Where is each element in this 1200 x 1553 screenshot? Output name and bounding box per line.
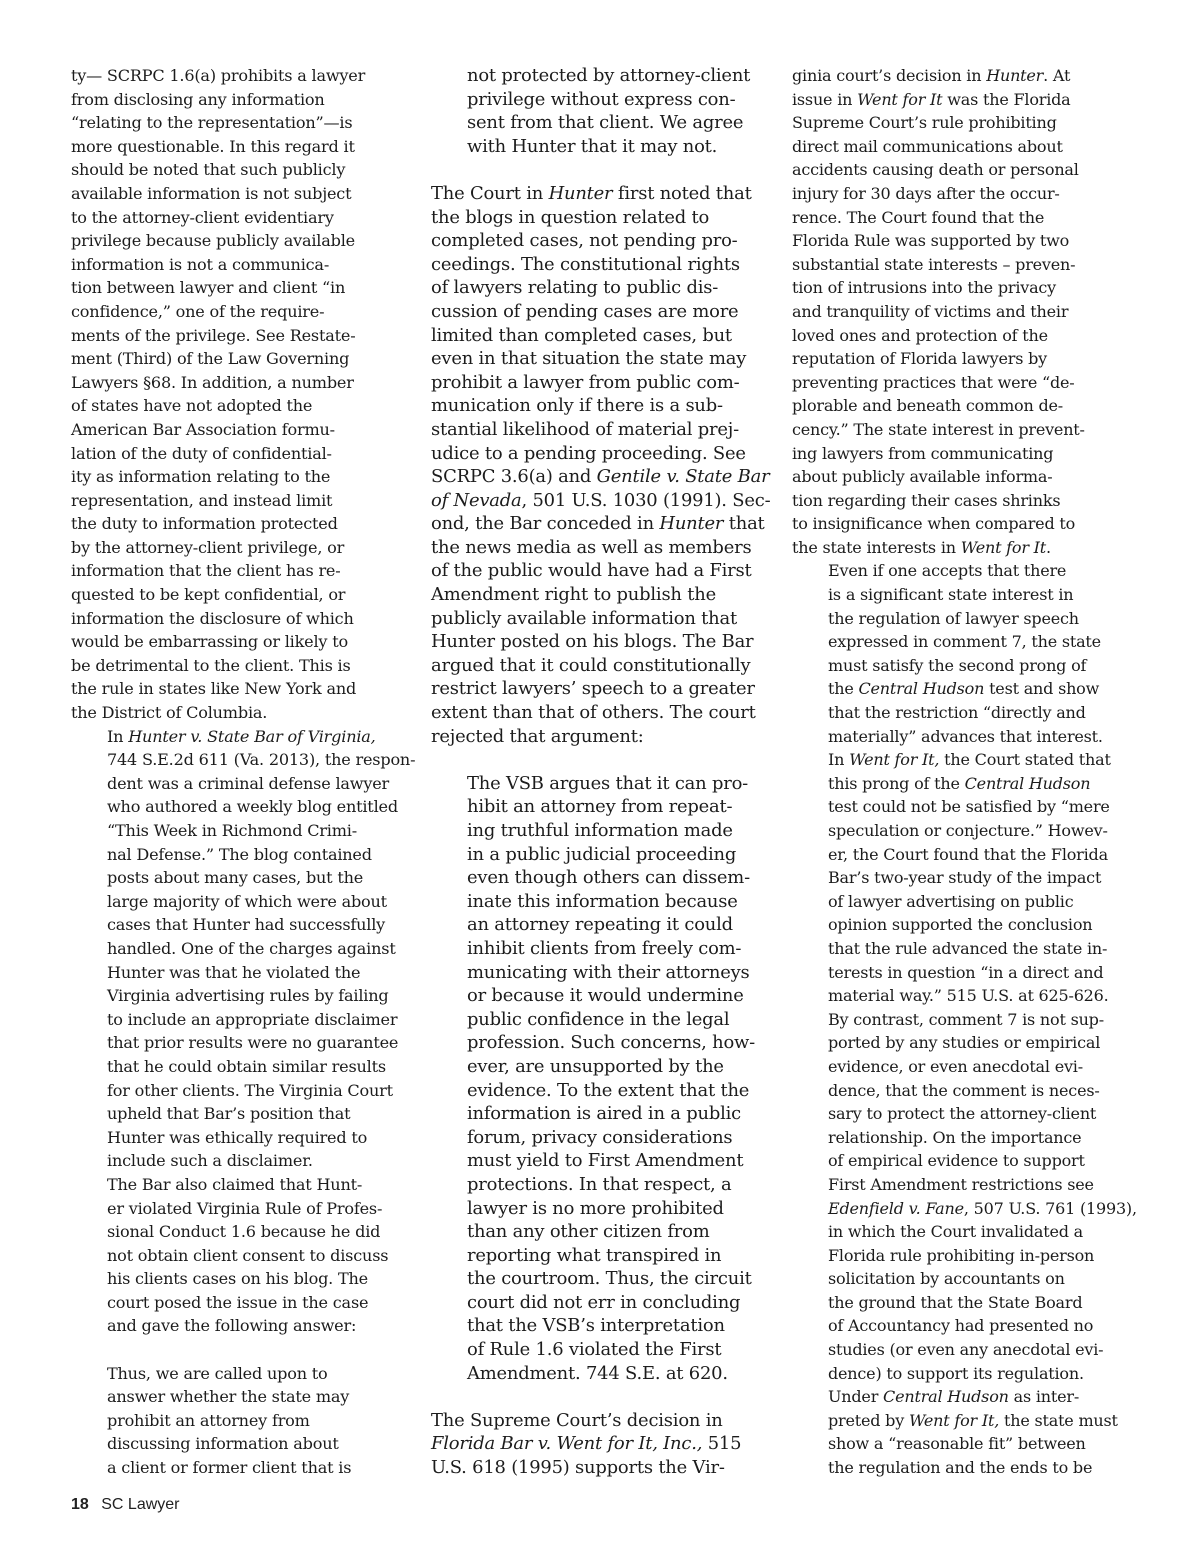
text-line: argued that it could constitutionally [431, 654, 751, 676]
text-line: about publicly available informa- [792, 467, 1053, 487]
text-line: injury for 30 days after the occur- [792, 183, 1060, 203]
text-line: than any other citizen from [467, 1221, 710, 1243]
text-line: to include an appropriate disclaimer [107, 1009, 398, 1029]
text-line: must yield to First Amendment [467, 1150, 744, 1172]
text-line: cases that Hunter had successfully [107, 915, 386, 935]
text-line: ond, the Bar conceded in Hunter that [431, 513, 765, 535]
text-line: a client or former client that is [107, 1458, 352, 1478]
block-quote [107, 1362, 411, 1480]
text-line: Even if one accepts that there [828, 561, 1067, 581]
text-line: privilege without express con- [467, 88, 736, 110]
text-line: ing lawyers from communicating [792, 443, 1054, 463]
text-line: information the disclosure of which [71, 608, 354, 628]
text-line: information is not a communica- [71, 254, 330, 274]
text-line: of Nevada, 501 U.S. 1030 (1991). Sec- [431, 489, 771, 511]
paragraph [431, 182, 771, 748]
text-line: Virginia advertising rules by failing [107, 986, 389, 1006]
text-line: public confidence in the legal [467, 1008, 730, 1030]
text-line: sent from that client. We agree [467, 112, 744, 134]
publication-name: SC Lawyer [101, 1496, 180, 1513]
text-line: Lawyers §68. In addition, a number [71, 372, 354, 392]
text-line: quested to be kept confidential, or [71, 585, 346, 605]
text-line: materially” advances that interest. [828, 726, 1103, 746]
text-line: dence) to support its regulation. [828, 1363, 1084, 1383]
text-line: and gave the following answer: [107, 1316, 357, 1336]
text-line: an attorney repeating it could [467, 914, 733, 936]
text-line: that he could obtain similar results [107, 1056, 386, 1076]
text-line: er, the Court found that the Florida [828, 844, 1108, 864]
text-line: of the public would have had a First [431, 560, 752, 582]
text-line: Amendment right to publish the [431, 584, 716, 606]
paragraph [792, 559, 1137, 1385]
text-line: In Went for It, the Court stated that [828, 750, 1111, 770]
text-line: would be embarrassing or likely to [71, 632, 348, 652]
text-line: or because it would undermine [467, 985, 744, 1007]
text-line: information is aired in a public [467, 1103, 741, 1125]
text-line: sional Conduct 1.6 because he did [107, 1222, 381, 1242]
text-line: ceedings. The constitutional rights [431, 253, 740, 275]
text-line: evidence. To the extent that the [467, 1079, 750, 1101]
text-line: Supreme Court’s rule prohibiting [792, 113, 1057, 133]
text-line: lawyer is no more prohibited [467, 1197, 724, 1219]
text-line: must satisfy the second prong of [828, 655, 1087, 675]
text-line: the courtroom. Thus, the circuit [467, 1268, 752, 1290]
text-line: the news media as well as members [431, 536, 752, 558]
text-line: udice to a pending proceeding. See [431, 442, 746, 464]
text-line: restrict lawyers’ speech to a greater [431, 678, 755, 700]
text-line: U.S. 618 (1995) supports the Vir- [431, 1457, 725, 1479]
text-line: The VSB argues that it can pro- [467, 772, 749, 794]
text-line: handled. One of the charges against [107, 938, 396, 958]
text-line: substantial state interests – preven- [792, 254, 1076, 274]
paragraph [431, 1409, 771, 1480]
text-line: for other clients. The Virginia Court [107, 1080, 393, 1100]
text-line: answer whether the state may [107, 1387, 350, 1407]
text-column-3 [792, 64, 1137, 1480]
text-line: limited than completed cases, but [431, 324, 732, 346]
text-line: that the rule advanced the state in- [828, 938, 1108, 958]
text-line: First Amendment restrictions see [828, 1174, 1094, 1194]
text-line: who authored a weekly blog entitled [107, 797, 398, 817]
text-line: the ground that the State Board [828, 1292, 1083, 1312]
text-line: loved ones and protection of the [792, 325, 1048, 345]
text-line: issue in Went for It was the Florida [792, 89, 1071, 109]
text-line: nal Defense.” The blog contained [107, 844, 372, 864]
text-line: that the restriction “directly and [828, 703, 1086, 723]
text-line: ginia court’s decision in Hunter. At [792, 66, 1071, 85]
text-line: to the attorney-client evidentiary [71, 207, 334, 227]
text-line: rence. The Court found that the [792, 207, 1045, 227]
page-footer [71, 1496, 180, 1514]
text-line: “relating to the representation”—is [71, 113, 353, 133]
paragraph [71, 725, 416, 1173]
text-line: the state interests in Went for It. [792, 537, 1051, 557]
text-line: completed cases, not pending pro- [431, 230, 738, 252]
text-line: large majority of which were about [107, 891, 387, 911]
text-line: not protected by attorney-client [467, 65, 751, 86]
text-line: even in that situation the state may [431, 348, 747, 370]
text-line: the regulation and the ends to be [828, 1458, 1093, 1478]
text-line: sary to protect the attorney-client [828, 1104, 1097, 1124]
text-line: preventing practices that were “de- [792, 372, 1075, 392]
text-column-2 [431, 64, 771, 1480]
text-line: and tranquility of victims and their [792, 301, 1069, 321]
text-line: representation, and instead limit [71, 490, 333, 510]
text-line: the District of Columbia. [71, 703, 268, 723]
text-line: discussing information about [107, 1434, 339, 1454]
text-line: Florida rule prohibiting in-person [828, 1245, 1095, 1265]
text-line: “This Week in Richmond Crimi- [107, 821, 357, 840]
text-line: The Supreme Court’s decision in [431, 1409, 723, 1431]
text-line: municating with their attorneys [467, 961, 750, 983]
text-line: Bar’s two-year study of the impact [828, 868, 1102, 888]
text-line: cency.” The state interest in prevent- [792, 419, 1085, 439]
text-line: reputation of Florida lawyers by [792, 349, 1048, 369]
text-line: that the VSB’s interpretation [467, 1315, 725, 1337]
text-line: dence, that the comment is neces- [828, 1080, 1100, 1100]
text-line: studies (or even any anecdotal evi- [828, 1340, 1104, 1360]
text-line: ever, are unsupported by the [467, 1055, 724, 1077]
text-line: stantial likelihood of material prej- [431, 418, 739, 440]
paragraph [792, 64, 1132, 559]
text-line: tion of intrusions into the privacy [792, 278, 1057, 298]
text-line: from disclosing any information [71, 89, 325, 109]
text-line: accidents causing death or personal [792, 160, 1079, 180]
paragraph [71, 1173, 411, 1338]
text-line: extent than that of others. The court [431, 702, 756, 724]
text-line: speculation or conjecture.” Howev- [828, 821, 1108, 840]
text-line: of Rule 1.6 violated the First [467, 1339, 722, 1361]
text-line: er violated Virginia Rule of Profes- [107, 1198, 383, 1218]
text-line: reporting what transpired in [467, 1244, 722, 1266]
text-line: of lawyer advertising on public [828, 891, 1074, 911]
text-line: more questionable. In this regard it [71, 136, 355, 156]
text-line: hibit an attorney from repeat- [467, 796, 733, 818]
text-line: ment (Third) of the Law Governing [71, 349, 350, 369]
text-line: available information is not subject [71, 183, 352, 203]
text-line: Florida Rule was supported by two [792, 231, 1070, 251]
text-line: of empirical evidence to support [828, 1151, 1085, 1171]
text-line: forum, privacy considerations [467, 1126, 733, 1148]
text-line: even though others can dissem- [467, 867, 750, 889]
text-line: with Hunter that it may not. [467, 135, 718, 157]
text-line: preted by Went for It, the state must [828, 1410, 1118, 1430]
text-line: By contrast, comment 7 is not sup- [828, 1009, 1104, 1029]
text-line: American Bar Association formu- [71, 419, 335, 439]
text-line: show a “reasonable fit” between [828, 1434, 1086, 1454]
text-line: of Accountancy had presented no [828, 1316, 1094, 1336]
text-line: the Central Hudson test and show [828, 679, 1100, 699]
text-line: tion between lawyer and client “in [71, 278, 346, 298]
text-line: direct mail communications about [792, 136, 1063, 156]
text-line: confidence,” one of the require- [71, 301, 325, 321]
text-line: Under Central Hudson as inter- [828, 1387, 1080, 1407]
text-line: evidence, or even anecdotal evi- [828, 1056, 1083, 1076]
text-line: profession. Such concerns, how- [467, 1032, 756, 1054]
paragraph [71, 64, 411, 725]
text-line: not obtain client consent to discuss [107, 1245, 389, 1265]
text-line: cussion of pending cases are more [431, 300, 739, 322]
text-line: Hunter was ethically required to [107, 1127, 368, 1147]
text-line: privilege because publicly available [71, 231, 355, 251]
text-line: Hunter was that he violated the [107, 962, 361, 982]
text-line: the regulation of lawyer speech [828, 608, 1079, 628]
text-line: The Court in Hunter first noted that [431, 182, 752, 204]
text-line: should be noted that such publicly [71, 160, 346, 180]
text-line: the blogs in question related to [431, 206, 710, 228]
text-line: opinion supported the conclusion [828, 915, 1093, 935]
text-line: posts about many cases, but the [107, 868, 364, 888]
text-line: prohibit a lawyer from public com- [431, 371, 740, 393]
page-number: 18 [71, 1496, 89, 1513]
text-line: The Bar also claimed that Hunt- [107, 1174, 363, 1194]
text-line: in which the Court invalidated a [828, 1222, 1083, 1242]
text-line: publicly available information that [431, 607, 737, 629]
text-line: the duty to information protected [71, 514, 338, 534]
text-line: dent was a criminal defense lawyer [107, 773, 390, 793]
text-line: court did not err in concluding [467, 1291, 741, 1313]
text-line: Thus, we are called upon to [107, 1363, 328, 1383]
text-line: is a significant state interest in [828, 585, 1074, 605]
text-line: plorable and beneath common de- [792, 396, 1063, 416]
text-line: upheld that Bar’s position that [107, 1104, 351, 1124]
block-quote [467, 772, 771, 1385]
text-line: to insignificance when compared to [792, 514, 1076, 534]
text-line: tion regarding their cases shrinks [792, 490, 1061, 510]
text-line: ity as information relating to the [71, 467, 331, 487]
text-line: Hunter posted on his blogs. The Bar [431, 631, 754, 653]
text-line: terests in question “in a direct and [828, 962, 1104, 982]
text-line: In Hunter v. State Bar of Virginia, [107, 726, 376, 746]
text-line: be detrimental to the client. This is [71, 655, 351, 675]
text-line: test could not be satisfied by “mere [828, 797, 1110, 817]
text-line: his clients cases on his blog. The [107, 1269, 368, 1289]
text-line: in a public judicial proceeding [467, 843, 737, 865]
text-line: ty— SCRPC 1.6(a) prohibits a lawyer [71, 66, 366, 85]
text-line: inate this information because [467, 890, 738, 912]
text-line: that prior results were no guarantee [107, 1033, 399, 1053]
text-line: this prong of the Central Hudson [828, 773, 1091, 793]
text-line: of lawyers relating to public dis- [431, 277, 719, 299]
text-line: Florida Bar v. Went for It, Inc., 515 [431, 1433, 742, 1455]
text-line: protections. In that respect, a [467, 1173, 732, 1195]
text-column-1 [71, 64, 416, 1480]
text-line: by the attorney-client privilege, or [71, 537, 345, 557]
text-line: ported by any studies or empirical [828, 1033, 1101, 1053]
text-line: rejected that argument: [431, 725, 644, 747]
text-line: ments of the privilege. See Restate- [71, 325, 356, 345]
text-line: inhibit clients from freely com- [467, 937, 742, 959]
text-line: SCRPC 3.6(a) and Gentile v. State Bar [431, 466, 770, 488]
text-line: solicitation by accountants on [828, 1269, 1065, 1289]
text-line: information that the client has re- [71, 561, 341, 581]
text-line: Edenfield v. Fane, 507 U.S. 761 (1993), [828, 1198, 1137, 1218]
text-line: lation of the duty of confidential- [71, 443, 332, 463]
text-line: relationship. On the importance [828, 1127, 1082, 1147]
text-line: 744 S.E.2d 611 (Va. 2013), the respon- [107, 750, 416, 770]
text-line: include such a disclaimer. [107, 1151, 313, 1171]
text-line: prohibit an attorney from [107, 1410, 310, 1430]
text-line: of states have not adopted the [71, 396, 313, 416]
paragraph [792, 1385, 1132, 1479]
block-quote [467, 64, 771, 158]
text-line: material way.” 515 U.S. at 625-626. [828, 986, 1109, 1006]
text-line: expressed in comment 7, the state [828, 632, 1101, 652]
text-line: munication only if there is a sub- [431, 395, 723, 417]
text-line: Amendment. 744 S.E. at 620. [467, 1362, 728, 1384]
text-line: the rule in states like New York and [71, 679, 357, 699]
text-line: court posed the issue in the case [107, 1292, 369, 1312]
text-line: ing truthful information made [467, 820, 733, 841]
